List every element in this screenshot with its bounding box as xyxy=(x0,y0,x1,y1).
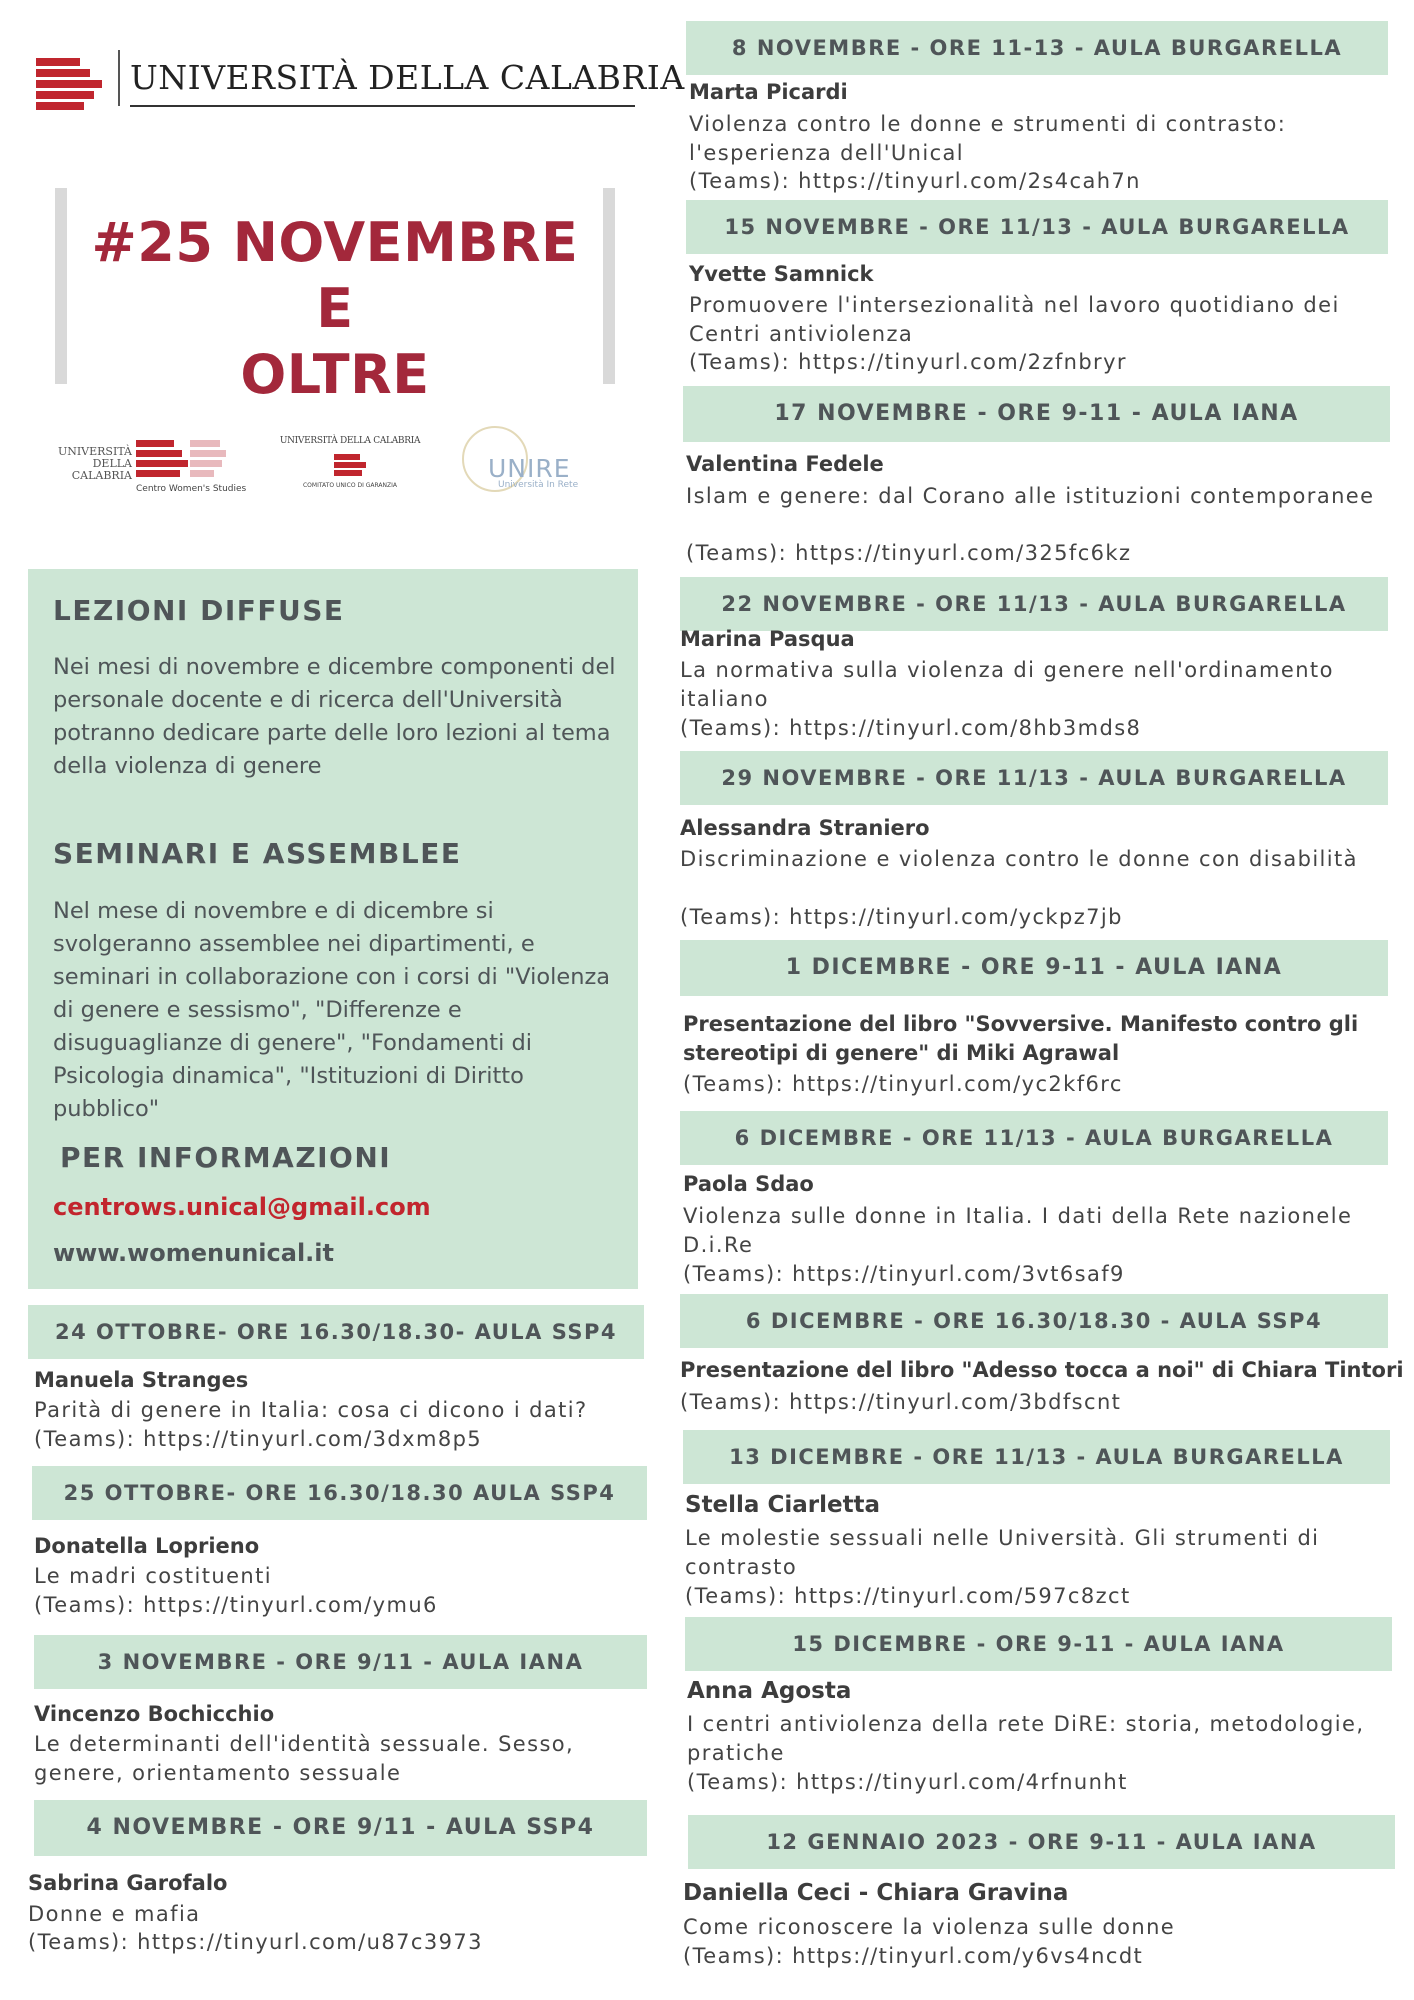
event-teams-link[interactable]: (Teams): https://tinyurl.com/yc2kf6rc xyxy=(683,1072,1123,1096)
unire-logo xyxy=(458,422,588,498)
university-name: UNIVERSITÀ DELLA CALABRIA xyxy=(130,58,685,97)
event-speaker: Marta Picardi xyxy=(689,80,848,104)
partner-2-caption: COMITATO UNICO DI GARANZIA xyxy=(302,482,397,489)
event-speaker: Valentina Fedele xyxy=(686,452,884,476)
event-title: Violenza sulle donne in Italia. I dati della Rete nazionele D.i.Re xyxy=(683,1204,1353,1257)
title-bar-right xyxy=(603,188,615,384)
event-title: I centri antiviolenza della rete DiRE: storia, metodologie, pratiche xyxy=(687,1712,1365,1765)
event-book-presentation: Presentazione del libro "Adesso tocca a noi" di Chiara Tintori xyxy=(680,1358,1404,1382)
event-title: Promuovere l'intersezionalità nel lavoro quotidiano dei Centri antiviolenza xyxy=(689,293,1340,346)
event-speaker: Anna Agosta xyxy=(687,1678,852,1704)
event-teams-link[interactable]: (Teams): https://tinyurl.com/2s4cah7n xyxy=(689,169,1141,193)
partner-1-name: UNIVERSITÀ DELLA CALABRIA xyxy=(57,445,132,482)
event-header: 22 NOVEMBRE - ORE 11/13 - AULA BURGARELLA xyxy=(680,577,1388,631)
event-teams-link[interactable]: (Teams): https://tinyurl.com/u87c3973 xyxy=(28,1930,483,1954)
event-header: 25 OTTOBRE- ORE 16.30/18.30 AULA SSP4 xyxy=(32,1466,647,1520)
event-teams-link[interactable]: (Teams): https://tinyurl.com/3dxm8p5 xyxy=(34,1427,483,1451)
seminari-text: Nel mese di novembre e di dicembre si svolgeranno assemblee nei dipartimenti, e seminari in collaborazione con i corsi di "Violenza di genere e sessismo", "Differenze e disuguaglianze di genere", "Fondamenti di Psicologia dinamica", "Istituzioni di Diritto pubblico" xyxy=(53,898,611,1122)
unire-subtitle: Università In Rete xyxy=(498,480,579,490)
comitato-unico-garanzia-logo xyxy=(276,436,424,498)
lezioni-text: Nei mesi di novembre e dicembre componenti del personale docente e di ricerca dell'Università potranno dedicare parte delle loro lezioni al tema della violenza di genere xyxy=(53,654,616,779)
event-speaker: Paola Sdao xyxy=(683,1172,814,1196)
event-teams-link[interactable]: (Teams): https://tinyurl.com/597c8zct xyxy=(685,1584,1131,1608)
event-header: 12 GENNAIO 2023 - ORE 9-11 - AULA IANA xyxy=(688,1815,1395,1869)
event-teams-link[interactable]: (Teams): https://tinyurl.com/3vt6saf9 xyxy=(683,1262,1125,1286)
partner-1-caption: Centro Women's Studies xyxy=(136,484,247,494)
title-line-1: #25 NOVEMBRE E xyxy=(91,211,579,340)
event-header: 1 DICEMBRE - ORE 9-11 - AULA IANA xyxy=(680,940,1388,996)
event-title: Discriminazione e violenza contro le donne con disabilità xyxy=(680,847,1358,871)
logo-underline xyxy=(130,105,635,107)
event-teams-link[interactable]: (Teams): https://tinyurl.com/2zfnbryr xyxy=(689,350,1127,374)
partner-2-mark xyxy=(334,454,366,478)
lezioni-title: LEZIONI DIFFUSE xyxy=(53,594,345,627)
info-box xyxy=(28,569,638,1289)
seminari-title: SEMINARI E ASSEMBLEE xyxy=(53,837,462,870)
event-title: Le madri costituenti xyxy=(34,1564,272,1588)
event-header: 6 DICEMBRE - ORE 11/13 - AULA BURGARELLA xyxy=(680,1111,1388,1165)
centro-womens-studies-logo xyxy=(42,428,247,498)
university-logo xyxy=(30,50,685,120)
event-speaker: Sabrina Garofalo xyxy=(28,1871,228,1895)
event-header: 29 NOVEMBRE - ORE 11/13 - AULA BURGARELLA xyxy=(680,751,1388,805)
event-book-presentation: Presentazione del libro "Sovversive. Manifesto contro gli stereotipi di genere" di Miki Agrawal xyxy=(683,1012,1359,1065)
event-title: Le molestie sessuali nelle Università. Gli strumenti di contrasto xyxy=(685,1526,1320,1579)
event-speaker: Alessandra Straniero xyxy=(680,816,930,840)
website-link[interactable]: www.womenunical.it xyxy=(53,1239,334,1267)
unire-name: UNIRE xyxy=(488,454,571,483)
event-header: 3 NOVEMBRE - ORE 9/11 - AULA IANA xyxy=(34,1635,647,1689)
event-speaker: Daniella Ceci - Chiara Gravina xyxy=(683,1880,1069,1906)
event-title: Violenza contro le donne e strumenti di contrasto: l'esperienza dell'Unical xyxy=(689,112,1287,165)
event-title: Donne e mafia xyxy=(28,1902,201,1926)
title-box xyxy=(55,188,615,406)
event-header: 13 DICEMBRE - ORE 11/13 - AULA BURGARELLA xyxy=(683,1430,1390,1484)
event-speaker: Vincenzo Bochicchio xyxy=(34,1702,275,1726)
event-header: 8 NOVEMBRE - ORE 11-13 - AULA BURGARELLA xyxy=(686,21,1388,75)
event-speaker: Donatella Loprieno xyxy=(34,1534,260,1558)
contact-email[interactable]: centrows.unical@gmail.com xyxy=(53,1193,431,1221)
event-title: Le determinanti dell'identità sessuale. Sesso, genere, orientamento sessuale xyxy=(34,1732,575,1785)
event-speaker: Marina Pasqua xyxy=(680,627,855,651)
event-header: 24 OTTOBRE- ORE 16.30/18.30- AULA SSP4 xyxy=(28,1305,644,1359)
title-line-2: OLTRE xyxy=(240,343,430,406)
event-speaker: Stella Ciarletta xyxy=(685,1492,881,1518)
event-teams-link[interactable]: (Teams): https://tinyurl.com/8hb3mds8 xyxy=(680,716,1142,740)
event-title: La normativa sulla violenza di genere nell'ordinamento italiano xyxy=(680,658,1334,711)
event-title: Come riconoscere la violenza sulle donne xyxy=(683,1915,1176,1939)
event-header: 15 NOVEMBRE - ORE 11/13 - AULA BURGARELLA xyxy=(686,200,1388,254)
partner-1-mark-light xyxy=(190,440,226,480)
event-speaker: Yvette Samnick xyxy=(689,262,874,286)
partner-1-mark xyxy=(136,440,188,480)
event-speaker: Manuela Stranges xyxy=(34,1368,249,1392)
title-bar-left xyxy=(55,188,67,384)
event-header: 15 DICEMBRE - ORE 9-11 - AULA IANA xyxy=(685,1617,1392,1671)
event-header: 4 NOVEMBRE - ORE 9/11 - AULA SSP4 xyxy=(34,1800,647,1856)
university-logo-mark xyxy=(36,58,102,113)
event-teams-link[interactable]: (Teams): https://tinyurl.com/4rfnunht xyxy=(687,1770,1128,1794)
event-teams-link[interactable]: (Teams): https://tinyurl.com/yckpz7jb xyxy=(680,905,1123,929)
event-teams-link[interactable]: (Teams): https://tinyurl.com/3bdfscnt xyxy=(680,1390,1122,1414)
event-title: Parità di genere in Italia: cosa ci dicono i dati? xyxy=(34,1398,588,1422)
event-teams-link[interactable]: (Teams): https://tinyurl.com/y6vs4ncdt xyxy=(683,1944,1144,1968)
event-title: Islam e genere: dal Corano alle istituzioni contemporanee xyxy=(686,484,1375,508)
event-header: 17 NOVEMBRE - ORE 9-11 - AULA IANA xyxy=(683,386,1390,442)
partner-2-name: UNIVERSITÀ DELLA CALABRIA xyxy=(279,436,421,446)
event-teams-link[interactable]: (Teams): https://tinyurl.com/ymu6 xyxy=(34,1593,438,1617)
page-title xyxy=(67,210,603,408)
event-teams-link[interactable]: (Teams): https://tinyurl.com/325fc6kz xyxy=(686,541,1132,565)
event-header: 6 DICEMBRE - ORE 16.30/18.30 - AULA SSP4 xyxy=(680,1294,1388,1348)
info-title: PER INFORMAZIONI xyxy=(60,1141,392,1174)
logo-divider xyxy=(118,50,120,106)
